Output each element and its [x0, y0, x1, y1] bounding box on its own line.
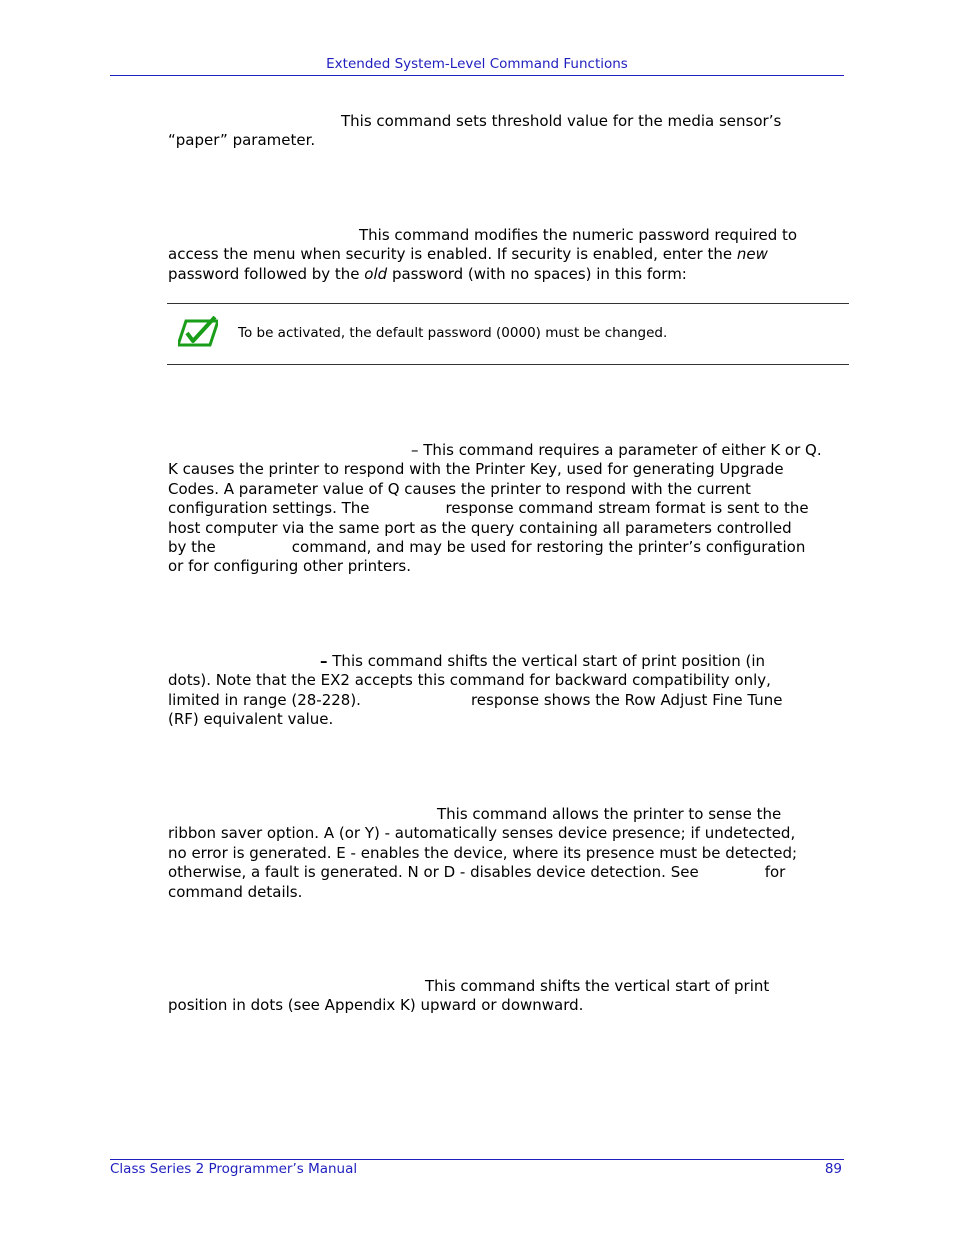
password-line-3a: password followed by the — [168, 264, 365, 283]
row-adjust-line-2: dots). Note that the EX2 accepts this command for backward compatibility only, — [168, 671, 771, 690]
footer-manual-title: Class Series 2 Programmer’s Manual — [110, 1161, 358, 1177]
query-line-3: Codes. A parameter value of Q causes the printer to respond with the current — [168, 479, 751, 498]
query-line-5: host computer via the same port as the query containing all parameters controlled — [168, 518, 792, 537]
note-text: To be activated, the default password (0000) must be changed. — [238, 325, 668, 341]
query-line-6b: command, and may be used for restoring the printer’s configuration — [291, 538, 806, 557]
row-adjust-line-1: This command shifts the vertical start of print position (in — [327, 652, 766, 670]
footer-page-number: 89 — [824, 1161, 842, 1177]
vertical-shift-line-2: position in dots (see Appendix K) upward or downward. — [168, 996, 584, 1015]
ribbon-saver-line-4a: otherwise, a fault is generated. N or D - disables device detection. See — [168, 863, 699, 882]
header-rule — [110, 75, 844, 76]
ribbon-saver-paragraph — [168, 805, 848, 902]
ribbon-saver-line-2: ribbon saver option. A (or Y) - automatically senses device presence; if undetected, — [168, 824, 796, 843]
row-adjust-line-3b: response shows the Row Adjust Fine Tune — [470, 690, 783, 709]
note-bottom-rule — [167, 364, 849, 365]
query-line-6a: by the — [168, 538, 216, 557]
password-line-3c: password (with no spaces) in this form: — [387, 264, 687, 283]
vertical-shift-paragraph — [168, 977, 848, 1016]
ribbon-saver-line-1: This command allows the printer to sense the — [437, 805, 782, 823]
vertical-shift-line-1: This command shifts the vertical start of print — [425, 977, 770, 995]
checkmark-note-icon — [178, 316, 218, 350]
query-line-4a: configuration settings. The — [168, 499, 370, 518]
ribbon-saver-line-4b: for — [764, 863, 786, 882]
query-line-1: – This command requires a parameter of either K or Q. — [411, 441, 822, 459]
paper-line-2: “paper” parameter. — [168, 131, 316, 150]
paper-threshold-paragraph — [168, 112, 848, 151]
password-line-3b: old — [364, 264, 388, 283]
password-line-2a: access the menu when security is enabled. If security is enabled, enter the — [168, 245, 737, 264]
password-paragraph — [168, 226, 848, 284]
ribbon-saver-line-5: command details. — [168, 882, 303, 901]
query-line-7: or for configuring other printers. — [168, 557, 411, 576]
password-line-1: This command modifies the numeric password required to — [359, 226, 798, 244]
note-top-rule — [167, 303, 849, 304]
query-paragraph — [168, 441, 848, 577]
footer-rule — [110, 1159, 844, 1160]
paper-line-1: This command sets threshold value for the media sensor’s — [341, 112, 782, 130]
row-adjust-dash: – — [320, 652, 328, 670]
ribbon-saver-line-3: no error is generated. E - enables the device, where its presence must be detected; — [168, 843, 798, 862]
query-line-2: K causes the printer to respond with the Printer Key, used for generating Upgrade — [168, 460, 784, 479]
row-adjust-paragraph — [168, 652, 848, 730]
password-line-2b: new — [736, 245, 768, 264]
page-header-title: Extended System-Level Command Functions — [326, 56, 628, 72]
query-line-4b: response command stream format is sent to the — [445, 499, 809, 518]
row-adjust-line-3a: limited in range (28-228). — [168, 690, 361, 709]
row-adjust-line-4: (RF) equivalent value. — [168, 710, 334, 729]
